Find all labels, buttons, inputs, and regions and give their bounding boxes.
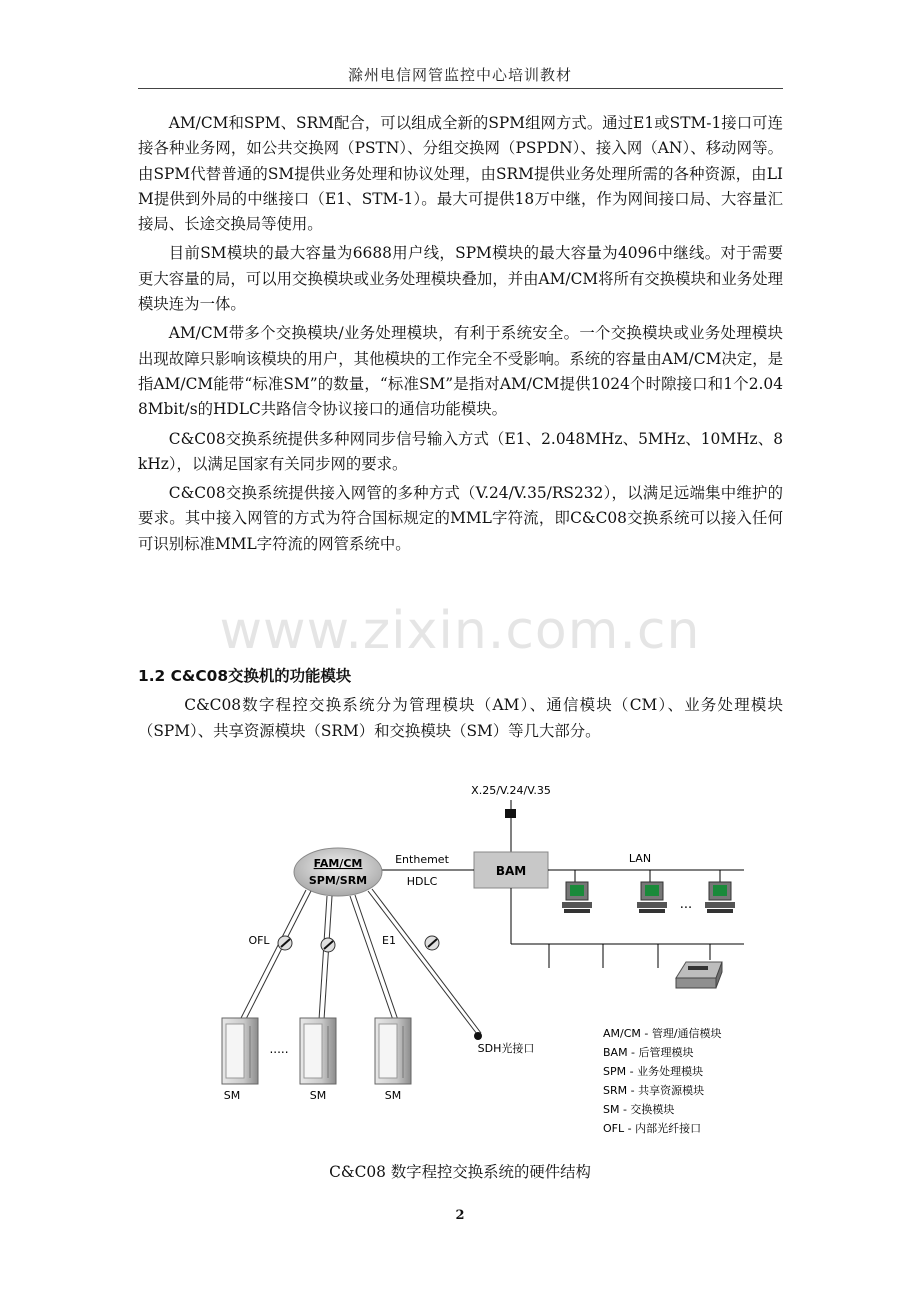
lan-label: LAN: [628, 852, 652, 865]
hardware-structure-diagram: [0, 770, 920, 1160]
pc-icon: [705, 882, 735, 913]
body-text: [138, 111, 783, 557]
diagram-legend: [603, 1026, 722, 1135]
legend-item: SRM - 共享资源模块: [603, 1084, 705, 1097]
paragraph-4: C&C08交换系统提供多种网同步信号输入方式（E1、2.048MHz、5MHz、10MHz、8kHz），以满足国家有关同步网的要求。: [138, 429, 783, 473]
section-heading: 1.2 C&C08交换机的功能模块: [138, 667, 352, 685]
legend-item: BAM - 后管理模块: [603, 1046, 694, 1059]
ofl-label: OFL: [248, 934, 270, 947]
ethernet-label: Enthemet: [395, 853, 449, 866]
sm-cabinet-icon: [222, 1018, 258, 1084]
paragraph-5: C&C08交换系统提供接入网管的多种方式（V.24/V.35/RS232），以满足远端集中维护的要求。其中接入网管的方式为符合国标规定的MML字符流，即C&C08交换系统可以接入任何可识别标准MML字符流的网管系统中。: [138, 484, 783, 553]
paragraph-2: 目前SM模块的最大容量为6688用户线，SPM模块的最大容量为4096中继线。对于需要更大容量的局，可以用交换模块或业务处理模块叠加，并由AM/CM将所有交换模块和业务处理模块连为一体。: [138, 244, 783, 314]
ofl-connector-icon: [321, 938, 335, 952]
hub-bottom-label: SPM/SRM: [308, 874, 368, 887]
printer-icon: [676, 962, 722, 988]
am-cm-hub: [294, 848, 382, 896]
sdh-label: SDH光接口: [477, 1042, 535, 1055]
watermark: www.zixin.com.cn: [219, 601, 701, 661]
sm-label-2: SM: [309, 1089, 327, 1102]
sm-label-3: SM: [384, 1089, 402, 1102]
e1-label: E1: [382, 934, 396, 947]
sm-label-1: SM: [223, 1089, 241, 1102]
hub-top-label: FAM/CM: [313, 857, 363, 870]
page-number: 2: [455, 1208, 465, 1223]
paragraph-1: AM/CM和SPM、SRM配合，可以组成全新的SPM组网方式。通过E1或STM-1接口可连接各种业务网，如公共交换网（PSTN）、分组交换网（PSPDN）、接入网（AN）、移动网等。由SPM代替普通的SM提供业务处理和协议处理，由SRM提供业务处理所需的各种资源，由LIM提供到外局的中继接口（E1、STM-1）。最大可提供18万中继，作为网间接口局、大容量汇接局、长途交换局等使用。: [138, 114, 783, 234]
page-header-title: 滁州电信网管监控中心培训教材: [347, 66, 572, 84]
bam-label: BAM: [495, 864, 527, 878]
legend-item: OFL - 内部光纤接口: [603, 1122, 702, 1135]
pc-ellipsis: ...: [679, 897, 693, 912]
pc-icon: [637, 882, 667, 913]
figure-caption: C&C08 数字程控交换系统的硬件结构: [329, 1163, 591, 1181]
sdh-port-icon: [474, 1032, 482, 1040]
paragraph-3: AM/CM带多个交换模块/业务处理模块，有利于系统安全。一个交换模块或业务处理模块出现故障只影响该模块的用户，其他模块的工作完全不受影响。系统的容量由AM/CM决定，是指AM/CM能带“标准SM”的数量，“标准SM”是指对AM/CM提供1024个时隙接口和1个2.048Mbit/s的HDLC共路信令协议接口的通信功能模块。: [138, 324, 783, 419]
ofl-connector-icon: [425, 936, 439, 950]
pc-icon: [562, 882, 592, 913]
ofl-connector-icon: [278, 936, 292, 950]
top-interface-label: X.25/V.24/V.35: [471, 784, 551, 797]
section-paragraph: C&C08数字程控交换系统分为管理模块（AM）、通信模块（CM）、业务处理模块（SPM）、共享资源模块（SRM）和交换模块（SM）等几大部分。: [138, 696, 783, 740]
interface-port-icon: [505, 809, 516, 818]
sm-cabinet-icon: [300, 1018, 336, 1084]
sm-cabinet-icon: [375, 1018, 411, 1084]
legend-item: AM/CM - 管理/通信模块: [603, 1027, 722, 1040]
sm-ellipsis: .....: [269, 1042, 289, 1056]
hdlc-label: HDLC: [406, 875, 438, 888]
legend-item: SPM - 业务处理模块: [603, 1065, 704, 1078]
header-divider: [138, 88, 783, 89]
legend-item: SM - 交换模块: [603, 1103, 675, 1116]
